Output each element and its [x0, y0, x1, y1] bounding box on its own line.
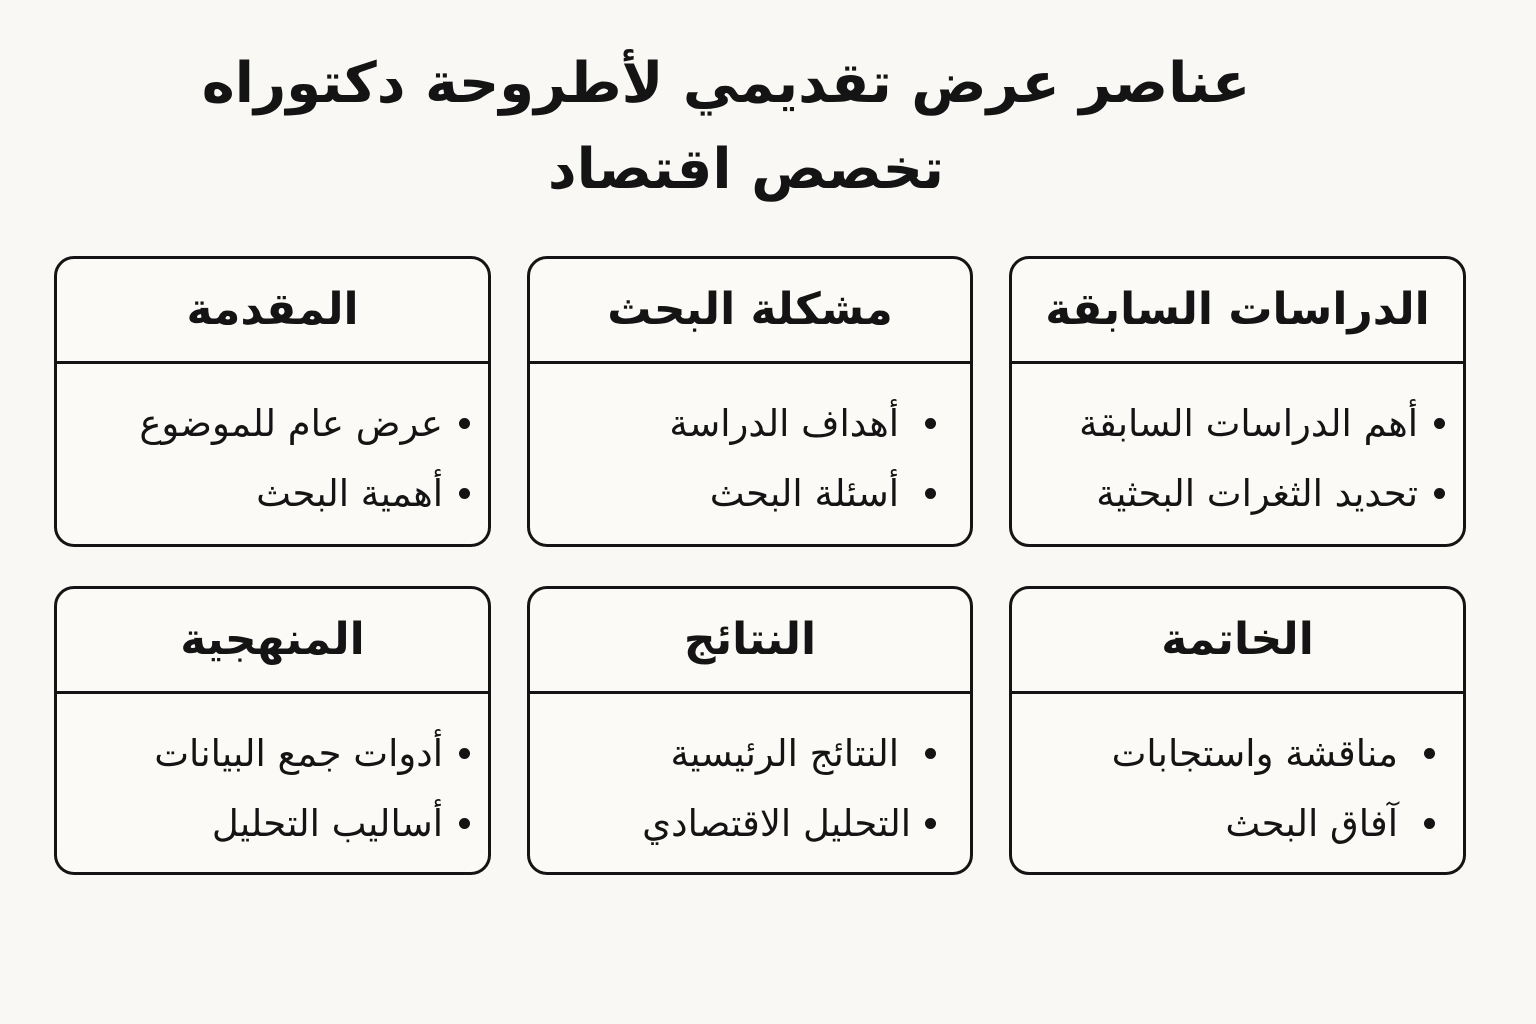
list-item [75, 458, 470, 528]
list-item-text: النتائج الرئيسية [670, 731, 899, 775]
list-item-text: أساليب التحليل [211, 801, 443, 845]
list-item-text: آفاق البحث [1225, 801, 1398, 845]
card-heading: مشكلة البحث [530, 259, 970, 364]
list-item-text: تحديد الثغرات البحثية [1096, 471, 1418, 515]
card-heading: الدراسات السابقة [1012, 259, 1463, 364]
list-item-text: أهم الدراسات السابقة [1079, 401, 1418, 445]
card-research-problem [527, 256, 973, 547]
bullet-icon [925, 488, 936, 499]
card-heading: المنهجية [57, 589, 488, 694]
bullet-icon [459, 818, 470, 829]
card-item-list [530, 364, 970, 528]
list-item-text: مناقشة واستجابات [1111, 731, 1398, 775]
card-results [527, 586, 973, 875]
list-item [75, 718, 470, 788]
card-item-list [57, 364, 488, 528]
card-item-list [1012, 364, 1463, 528]
list-item-text: أدوات جمع البيانات [154, 731, 443, 775]
card-item-list [57, 694, 488, 858]
bullet-icon [459, 488, 470, 499]
page-title-line-1: عناصر عرض تقديمي لأطروحة دكتوراه [201, 51, 1251, 116]
bullet-icon [925, 818, 936, 829]
bullet-icon [1424, 818, 1435, 829]
card-conclusion [1009, 586, 1466, 875]
card-item-list [530, 694, 970, 858]
list-item-text: عرض عام للموضوع [139, 401, 443, 445]
list-item [75, 388, 470, 458]
card-introduction [54, 256, 491, 547]
card-literature-review [1009, 256, 1466, 547]
list-item [1030, 788, 1435, 858]
list-item [1030, 388, 1445, 458]
list-item-text: أهداف الدراسة [669, 401, 899, 445]
list-item [548, 788, 936, 858]
bullet-icon [459, 748, 470, 759]
bullet-icon [1434, 488, 1445, 499]
card-heading: المقدمة [57, 259, 488, 364]
bullet-icon [1434, 418, 1445, 429]
list-item-text: أسئلة البحث [709, 471, 899, 515]
list-item [548, 458, 936, 528]
list-item [1030, 458, 1445, 528]
list-item [75, 788, 470, 858]
card-heading: الخاتمة [1012, 589, 1463, 694]
card-item-list [1012, 694, 1463, 858]
bullet-icon [1424, 748, 1435, 759]
page-title-line-2: تخصص اقتصاد [547, 137, 945, 202]
list-item [548, 388, 936, 458]
card-heading: النتائج [530, 589, 970, 694]
list-item [548, 718, 936, 788]
bullet-icon [925, 748, 936, 759]
bullet-icon [459, 418, 470, 429]
list-item-text: أهمية البحث [256, 471, 443, 515]
bullet-icon [925, 418, 936, 429]
card-methodology [54, 586, 491, 875]
list-item [1030, 718, 1435, 788]
list-item-text: التحليل الاقتصادي [642, 801, 911, 845]
